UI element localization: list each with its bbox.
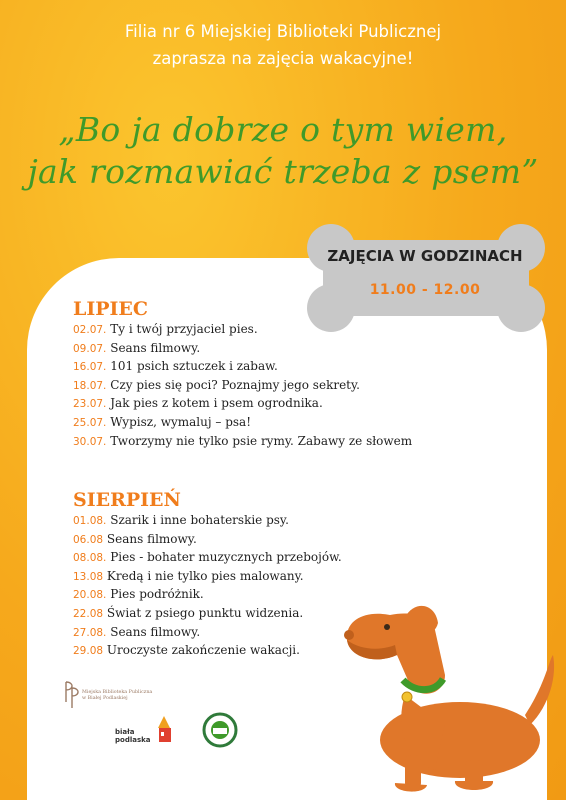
library-logo-text (82, 690, 152, 702)
event-date: 06.08 (73, 533, 104, 546)
event-title: Tworzymy nie tylko psie rymy. Zabawy ze słowem (110, 433, 413, 448)
july-event-item (73, 341, 412, 360)
dog-illustration (335, 575, 566, 800)
event-title: Pies - bohater muzycznych przebojów. (110, 550, 342, 565)
event-title: Seans filmowy. (110, 624, 201, 639)
header (0, 18, 566, 72)
august-event-item (73, 625, 342, 644)
city-logo-line-2: podlaska (115, 736, 151, 744)
event-date: 13.08 (73, 570, 104, 583)
august-event-item (73, 606, 342, 625)
event-title: Uroczyste zakończenie wakacji. (106, 643, 300, 658)
august-event-item (73, 643, 342, 662)
july-event-item (73, 396, 412, 415)
event-title: Jak pies z kotem i psem ogrodnika. (110, 396, 323, 411)
july-events-list (73, 322, 412, 452)
event-date: 08.08. (73, 552, 107, 565)
august-event-item (73, 532, 342, 551)
event-date: 20.08. (73, 589, 107, 602)
event-date: 30.07. (73, 435, 107, 448)
event-date: 01.08. (73, 515, 107, 527)
bone-shape (305, 222, 547, 334)
event-date: 29.08 (73, 645, 104, 658)
july-event-item (73, 415, 412, 434)
event-title: Szarik i inne bohaterskie psy. (110, 513, 289, 527)
city-logo-text (115, 728, 151, 744)
august-event-item (73, 513, 342, 532)
august-event-item (73, 587, 342, 606)
july-event-item (73, 378, 412, 397)
event-title: Ty i twój przyjaciel pies. (110, 322, 258, 336)
header-line-2: zaprasza na zajęcia wakacyjne! (152, 49, 414, 68)
quote-line-2: jak rozmawiać trzeba z psem” (27, 152, 539, 191)
event-date: 27.08. (73, 626, 107, 639)
august-event-item (73, 569, 342, 588)
city-logo-mark (158, 716, 171, 742)
library-logo-line-1: Miejska Biblioteka Publiczna (82, 690, 153, 695)
july-event-item (73, 322, 412, 341)
city-logo-line-1: biała (115, 728, 135, 736)
event-title: Wypisz, wymaluj – psa! (110, 414, 252, 429)
event-date: 02.07. (73, 324, 107, 336)
august-event-item (73, 550, 342, 569)
month-heading-august: SIERPIEŃ (73, 489, 181, 511)
header-line-1: Filia nr 6 Miejskiej Biblioteki Publicznej (124, 22, 442, 41)
library-logo-line-2: w Białej Podlaskiej (82, 696, 128, 701)
event-title: Świat z psiego punktu widzenia. (106, 605, 304, 620)
event-title: Kredą i nie tylko pies malowany. (106, 568, 304, 583)
event-date: 09.07. (73, 342, 107, 355)
august-events-list (73, 513, 342, 662)
event-title: Seans filmowy. (110, 340, 201, 355)
event-title: Pies podróżnik. (110, 587, 204, 602)
event-title: 101 psich sztuczek i zabaw. (110, 359, 278, 374)
event-date: 18.07. (73, 379, 107, 392)
july-event-item (73, 434, 412, 453)
july-event-item (73, 359, 412, 378)
event-date: 23.07. (73, 398, 107, 411)
schedule-title: ZAJĘCIA W GODZINACH (327, 247, 523, 265)
quote-line-1: „Bo ja dobrze o tym wiem, (58, 110, 508, 149)
event-date: 25.07. (73, 416, 107, 429)
event-date: 16.07. (73, 361, 107, 374)
event-title: Czy pies się poci? Poznajmy jego sekrety. (110, 377, 360, 392)
event-title: Seans filmowy. (106, 531, 197, 546)
month-heading-july: LIPIEC (73, 298, 149, 320)
library-logo-mark (66, 682, 78, 708)
green-emblem (204, 714, 236, 746)
event-date: 22.08 (73, 607, 104, 620)
schedule-time: 11.00 - 12.00 (369, 282, 481, 298)
